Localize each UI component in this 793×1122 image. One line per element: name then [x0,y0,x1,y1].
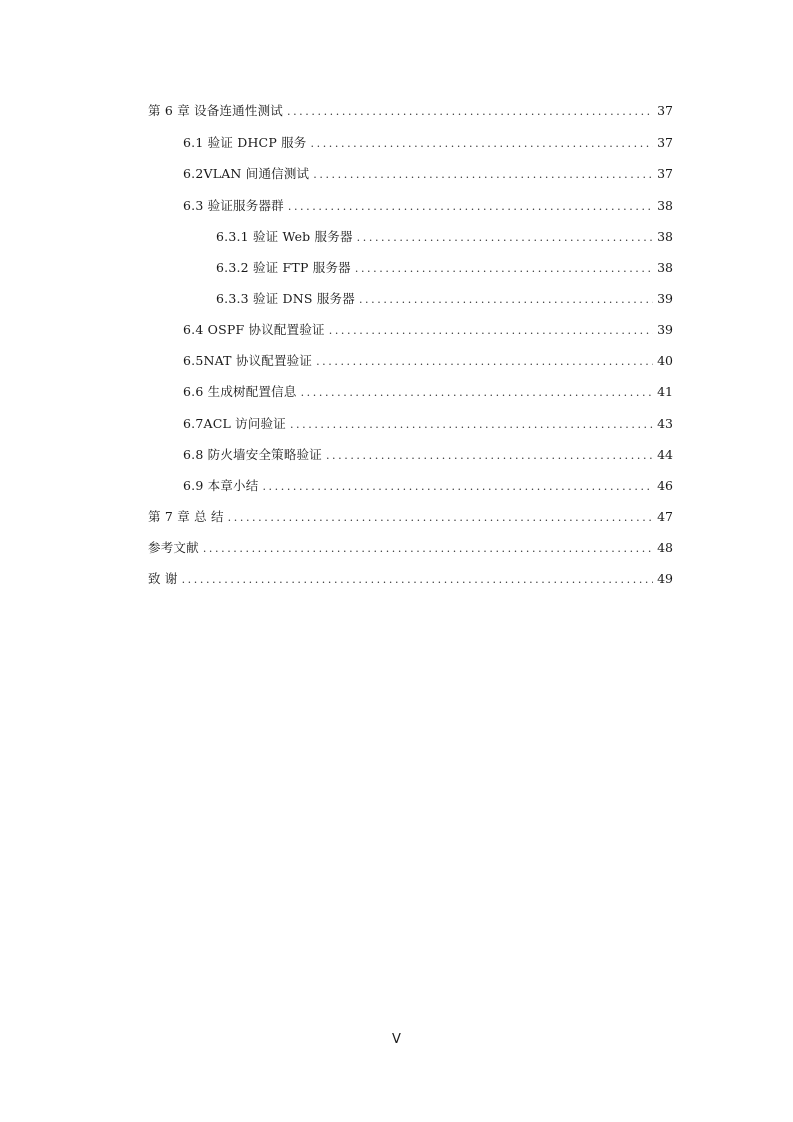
toc-entry-page: 49 [657,571,673,586]
toc-dot-leader [357,228,653,248]
toc-entry-6-3-1[interactable] [216,227,673,247]
toc-entry-6-2[interactable] [183,164,673,184]
toc-entry-page: 41 [657,384,673,399]
toc-entry-title: 致 谢 [148,571,178,586]
toc-entry-page: 46 [657,478,673,493]
toc-entry-page: 40 [657,353,673,368]
page-number-footer: V [392,1032,401,1047]
toc-entry-page: 47 [657,509,673,524]
toc-dot-leader [182,570,654,590]
toc-entry-title: 6.3.3 验证 DNS 服务器 [216,291,355,306]
toc-entry-6-9[interactable] [183,476,673,496]
toc-entry-6-8[interactable] [183,445,673,465]
toc-entry-6-3-2[interactable] [216,258,673,278]
toc-dot-leader [313,165,653,185]
toc-dot-leader [355,259,653,279]
toc-entry-title: 6.2VLAN 间通信测试 [183,166,310,181]
toc-entry-chapter-7[interactable] [148,507,673,527]
toc-entry-page: 38 [657,198,673,213]
toc-entry-title: 6.5NAT 协议配置验证 [183,353,313,368]
toc-entry-page: 43 [657,416,673,431]
toc-entry-title: 6.1 验证 DHCP 服务 [183,135,307,150]
toc-entry-references[interactable] [148,538,673,558]
toc-dot-leader [326,446,653,466]
toc-entry-page: 38 [657,229,673,244]
toc-entry-6-4[interactable] [183,320,673,340]
toc-entry-page: 48 [657,540,673,555]
toc-dot-leader [203,539,653,559]
toc-entry-page: 37 [657,135,673,150]
toc-entry-title: 6.4 OSPF 协议配置验证 [183,322,325,337]
toc-entry-page: 37 [657,166,673,181]
toc-dot-leader [316,352,653,372]
toc-dot-leader [262,477,653,497]
toc-entry-page: 39 [657,322,673,337]
toc-dot-leader [359,290,653,310]
toc-entry-title: 第 7 章 总 结 [148,509,224,524]
toc-dot-leader [287,102,653,122]
toc-entry-6-3[interactable] [183,196,673,216]
toc-entry-6-6[interactable] [183,382,673,402]
toc-dot-leader [311,134,654,154]
toc-entry-title: 6.3.2 验证 FTP 服务器 [216,260,351,275]
toc-dot-leader [301,383,654,403]
toc-entry-title: 6.7ACL 访问验证 [183,416,286,431]
toc-entry-6-3-3[interactable] [216,289,673,309]
toc-dot-leader [329,321,653,341]
toc-entry-title: 第 6 章 设备连通性测试 [148,103,283,118]
toc-entry-6-1[interactable] [183,133,673,153]
toc-dot-leader [288,197,653,217]
toc-entry-6-7[interactable] [183,414,673,434]
toc-entry-title: 6.6 生成树配置信息 [183,384,297,399]
toc-entry-chapter-6[interactable] [148,101,673,121]
toc-entry-title: 6.8 防火墙安全策略验证 [183,447,322,462]
toc-entry-title: 参考文献 [148,540,199,555]
toc-entry-title: 6.9 本章小结 [183,478,259,493]
toc-entry-title: 6.3.1 验证 Web 服务器 [216,229,353,244]
toc-entry-page: 38 [657,260,673,275]
toc-entry-6-5[interactable] [183,351,673,371]
toc-dot-leader [290,415,653,435]
toc-entry-title: 6.3 验证服务器群 [183,198,284,213]
toc-entry-acknowledgements[interactable] [148,569,673,589]
toc-entry-page: 37 [657,103,673,118]
toc-entry-page: 44 [657,447,673,462]
toc-dot-leader [228,508,653,528]
toc-entry-page: 39 [657,291,673,306]
